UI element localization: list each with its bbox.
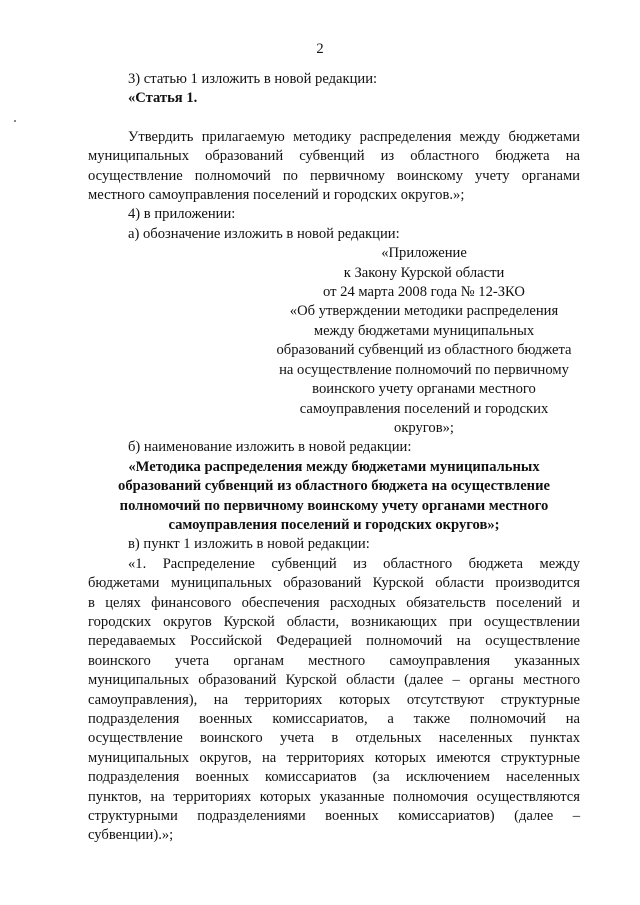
text-line: самоуправления), на территориях которых отсутствуют структурные [88,691,580,708]
appendix-header [268,244,580,438]
appendix-line: «Об утверждении методики распределения [289,303,559,320]
item-4v: в) пункт 1 изложить в новой редакции: [128,536,370,553]
text-line: пунктов, на территориях которых указанные полномочия осуществляются [88,788,580,805]
text-line: местного самоуправления поселений и городских округов.»; [88,187,465,204]
text-line: подразделения военных комиссариатов, а также полномочий на [88,711,580,727]
appendix-line: между бюджетами муниципальных [313,322,535,339]
spacer [88,109,580,128]
title-line: самоуправления поселений и городских округов»; [168,516,500,533]
text-line: осуществление полномочий по первичному воинскому учету органами [88,167,580,184]
text-line: подразделения военных комиссариатов (за исключением населенных [88,769,580,786]
text-line: структурными подразделениями военных комиссариатов) (далее – [88,808,580,825]
appendix-line: от 24 марта 2008 года № 12-ЗКО [323,284,525,301]
text-line: городских округов Курской области, возникающих при осуществлении [88,613,580,630]
text-line: «1. Распределение субвенций из областного бюджета между [128,555,580,572]
appendix-line: округов»; [394,419,454,436]
text-line: субвенции).»; [88,827,174,844]
appendix-line: образований субвенций из областного бюджета [276,342,572,359]
page-number: 2 [316,41,324,57]
paragraph-approve [88,128,580,206]
item-4b: б) наименование изложить в новой редакции: [128,439,412,456]
item-3: 3) статью 1 изложить в новой редакции: [128,71,378,87]
title-line: полномочий по первичному воинскому учету органами местного [119,497,549,514]
text-line: муниципальных округов, на территориях которых имеются структурные [88,749,580,766]
title-line: «Методика распределения между бюджетами муниципальных [128,458,540,475]
scan-speck [14,120,16,122]
appendix-line: самоуправления поселений и городских [299,400,549,417]
appendix-line: воинского учету органами местного [312,381,536,398]
title-line: образований субвенций из областного бюджета на осуществление [118,478,550,495]
appendix-line: к Закону Курской области [343,264,505,281]
appendix-line: на осуществление полномочий по первичному [279,361,569,378]
item-4: 4) в приложении: [128,206,236,223]
item-4a: а) обозначение изложить в новой редакции: [128,225,400,242]
methodology-title [88,458,580,536]
text-line: бюджетами муниципальных образований Курской области производится [88,575,580,592]
text-line: в целях финансового обеспечения расходных обязательств поселений и [88,594,580,611]
document-body [88,70,580,846]
text-line: воинского учета органам местного самоуправления указанных [88,652,580,669]
text-line: муниципальных образований Курской области (далее – органы местного [88,672,580,689]
article-title: «Статья 1. [128,90,198,107]
paragraph-distribution [88,555,580,846]
text-line: Утвердить прилагаемую методику распределения между бюджетами [128,128,580,145]
text-line: осуществление воинского учета в отдельных населенных пунктах [88,730,580,747]
text-line: передаваемых Российской Федерацией полномочий на осуществление [88,633,580,650]
text-line: муниципальных образований субвенций из областного бюджета на [88,148,580,165]
appendix-line: «Приложение [381,245,467,262]
